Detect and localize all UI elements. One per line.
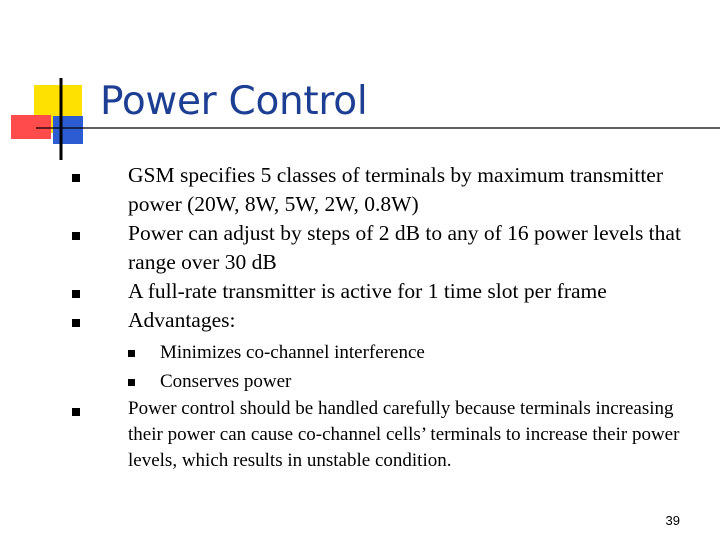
square-bullet-icon — [72, 290, 80, 298]
square-bullet-icon — [72, 319, 80, 327]
square-bullet-icon — [128, 350, 135, 357]
square-bullet-icon — [128, 379, 135, 386]
logo-blue-square — [53, 116, 83, 144]
square-bullet-icon — [72, 174, 80, 182]
bullet-text: Advantages: — [128, 308, 236, 332]
sub-bullet-text: Conserves power — [160, 371, 292, 392]
bullet-text: Power control should be handled carefully because terminals increasing their power can cause co-channel cells’ terminals to increase their power levels, which results in unstable condition. — [128, 398, 680, 471]
sub-bullet-item — [160, 338, 680, 367]
bullet-item — [128, 396, 698, 474]
logo-red-square — [11, 115, 51, 139]
bullet-item — [128, 306, 688, 335]
sub-bullet-item — [160, 367, 680, 396]
page-number: 39 — [665, 513, 680, 528]
sub-bullet-text: Minimizes co-channel interference — [160, 342, 425, 363]
bullet-item — [128, 277, 708, 306]
bullet-text: GSM specifies 5 classes of terminals by maximum transmitter power (20W, 8W, 5W, 2W, 0.8W) — [128, 163, 664, 216]
bullet-item — [128, 219, 688, 277]
square-bullet-icon — [72, 408, 80, 416]
bullet-text: Power can adjust by steps of 2 dB to any of 16 power levels that range over 30 dB — [128, 221, 681, 274]
slide-title: Power Control — [100, 79, 368, 124]
bullet-text: A full-rate transmitter is active for 1 time slot per frame — [128, 279, 607, 303]
bullet-item — [128, 161, 688, 219]
square-bullet-icon — [72, 232, 80, 240]
